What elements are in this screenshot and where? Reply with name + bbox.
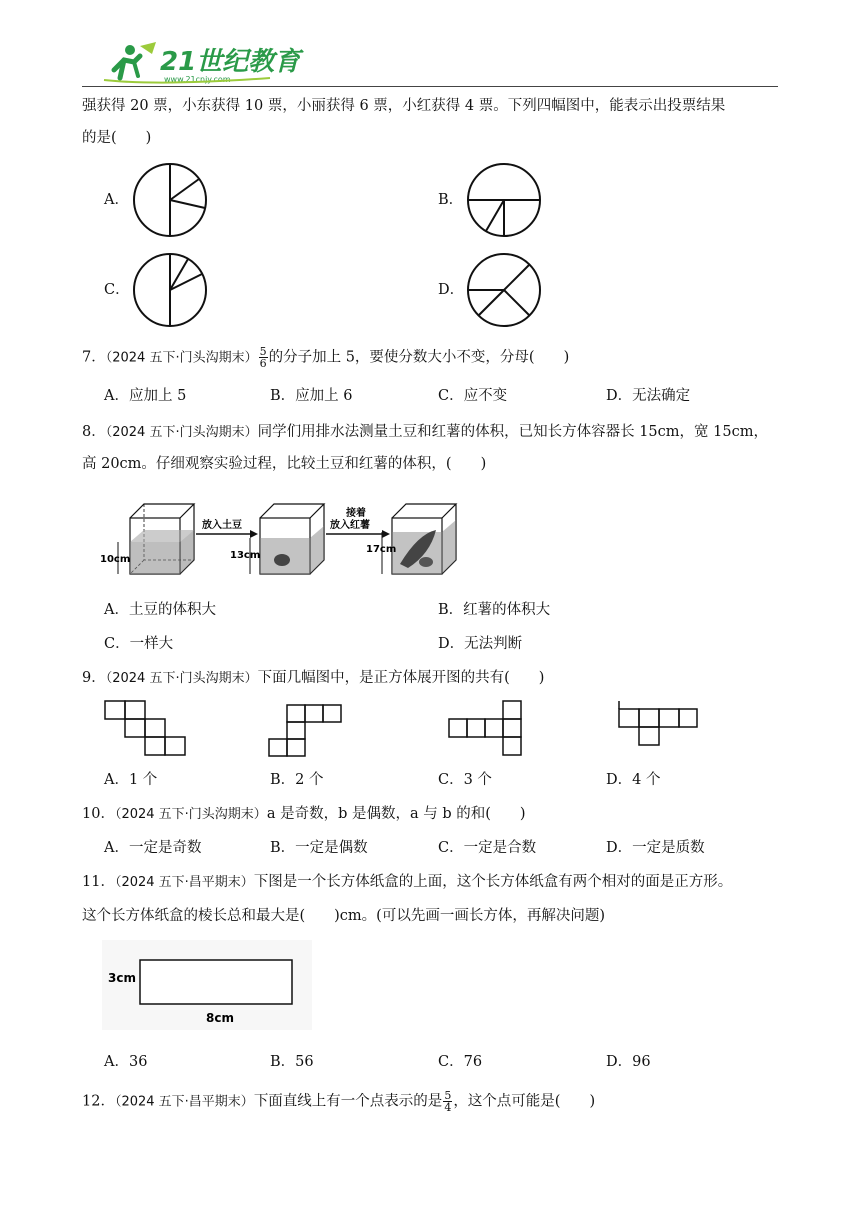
q7-stem: 的分子加上 5，要使分数大小不变，分母( ) <box>268 349 570 366</box>
q9-net-1 <box>104 700 188 756</box>
q8-label-1: 10cm <box>100 554 131 565</box>
q11-width-label: 8cm <box>206 1011 234 1025</box>
q9-number: 9． <box>82 670 106 686</box>
q9-net-3 <box>446 700 526 756</box>
q8-experiment-figure <box>100 494 460 580</box>
q10-option-b: B．一定是偶数 <box>270 840 368 856</box>
q10-option-d: D．一定是质数 <box>606 840 705 856</box>
q6-pie-a <box>130 160 210 240</box>
q8-label-2: 13cm <box>230 550 261 561</box>
q8-option-a: A．土豆的体积大 <box>104 602 216 618</box>
q12-fraction: $\frac{5}{4}$ <box>444 1089 452 1114</box>
q7-option-a: A．应加上 5 <box>104 388 187 404</box>
q10-source: （2024 五下·门头沟期末） <box>114 807 267 822</box>
q11-rectangle-figure <box>102 940 312 1030</box>
q8-arrow-2-top: 接着 <box>346 508 366 519</box>
q8-option-b: B．红薯的体积大 <box>438 602 551 618</box>
q6-pie-b <box>464 160 544 240</box>
q9-stem: 下面几幅图中，是正方体展开图的共有( ) <box>257 670 545 686</box>
q6-option-b: B． <box>438 192 464 208</box>
q9-net-4 <box>616 700 700 748</box>
q10-option-c: C．一定是合数 <box>438 840 537 856</box>
q8-option-d: D．无法判断 <box>438 636 523 652</box>
q9-net-2 <box>268 704 348 758</box>
header-rule <box>82 86 778 87</box>
q6-pie-c <box>130 250 210 330</box>
logo-title: 21世纪教育 <box>160 47 301 77</box>
q12-number: 12． <box>82 1093 115 1110</box>
q8-label-3: 17cm <box>366 544 397 555</box>
q6-pie-d <box>464 250 544 330</box>
q11-option-d: D．96 <box>606 1054 651 1070</box>
q9-option-b: B．2 个 <box>270 772 324 788</box>
q11-stem-1: 下图是一个长方体纸盒的上面，这个长方体纸盒有两个相对的面是正方形。 <box>253 874 733 890</box>
q11-text-line2: 这个长方体纸盒的棱长总和最大是( )cm。(可以先画一画长方体，再解决问题) <box>82 908 605 924</box>
q7-fraction: $\frac{5}{6}$ <box>259 345 267 370</box>
q12-source: （2024 五下·昌平期末） <box>114 1094 254 1110</box>
q9-option-d: D．4 个 <box>606 772 661 788</box>
q9-text <box>82 668 544 689</box>
q6-option-a: A． <box>104 192 129 208</box>
q12-text <box>82 1090 595 1113</box>
q8-arrow-1: 放入土豆 <box>202 520 242 531</box>
q8-text-line1 <box>82 422 768 443</box>
q11-height-label: 3cm <box>108 971 136 985</box>
q6-option-c: C． <box>104 282 130 298</box>
q6-text-line1: 强获得 20 票，小东获得 10 票，小丽获得 6 票，小红获得 4 票。下列四幅图中，能表示出投票结果 <box>82 98 726 114</box>
q8-source: （2024 五下·门头沟期末） <box>105 425 258 440</box>
q8-option-c: C．一样大 <box>104 636 174 652</box>
q7-number: 7． <box>82 349 106 366</box>
q10-text <box>82 804 526 825</box>
q8-text-line2: 高 20cm。仔细观察实验过程，比较土豆和红薯的体积，( ) <box>82 456 487 472</box>
q8-stem-1: 同学们用排水法测量土豆和红薯的体积，已知长方体容器长 15cm，宽 15cm， <box>257 424 768 440</box>
q9-option-a: A．1 个 <box>104 772 158 788</box>
runner-icon <box>114 42 156 78</box>
q10-stem: a 是奇数，b 是偶数，a 与 b 的和( ) <box>266 806 526 822</box>
q12-stem-1: 下面直线上有一个点表示的是 <box>253 1093 443 1110</box>
q10-number: 10． <box>82 806 115 822</box>
q8-number: 8． <box>82 424 106 440</box>
q7-option-d: D．无法确定 <box>606 388 691 404</box>
q6-text-line2: 的是( ) <box>82 130 152 146</box>
q7-source: （2024 五下·门头沟期末） <box>105 350 258 366</box>
q11-number: 11． <box>82 874 115 890</box>
q9-source: （2024 五下·门头沟期末） <box>105 671 258 686</box>
q7-option-b: B．应加上 6 <box>270 388 353 404</box>
site-logo <box>100 40 301 86</box>
q7-text <box>82 346 569 369</box>
q6-option-d: D． <box>438 282 465 298</box>
q11-option-b: B．56 <box>270 1054 314 1070</box>
q11-option-a: A．36 <box>104 1054 148 1070</box>
logo-url: www.21cnjy.com <box>164 75 231 84</box>
q7-option-c: C．应不变 <box>438 388 508 404</box>
q11-text-line1 <box>82 872 732 893</box>
q10-option-a: A．一定是奇数 <box>104 840 202 856</box>
q11-source: （2024 五下·昌平期末） <box>114 875 254 890</box>
q9-option-c: C．3 个 <box>438 772 492 788</box>
q11-option-c: C．76 <box>438 1054 483 1070</box>
q8-arrow-2-bottom: 放入红薯 <box>330 520 370 531</box>
q12-stem-2: ，这个点可能是( ) <box>453 1093 596 1110</box>
